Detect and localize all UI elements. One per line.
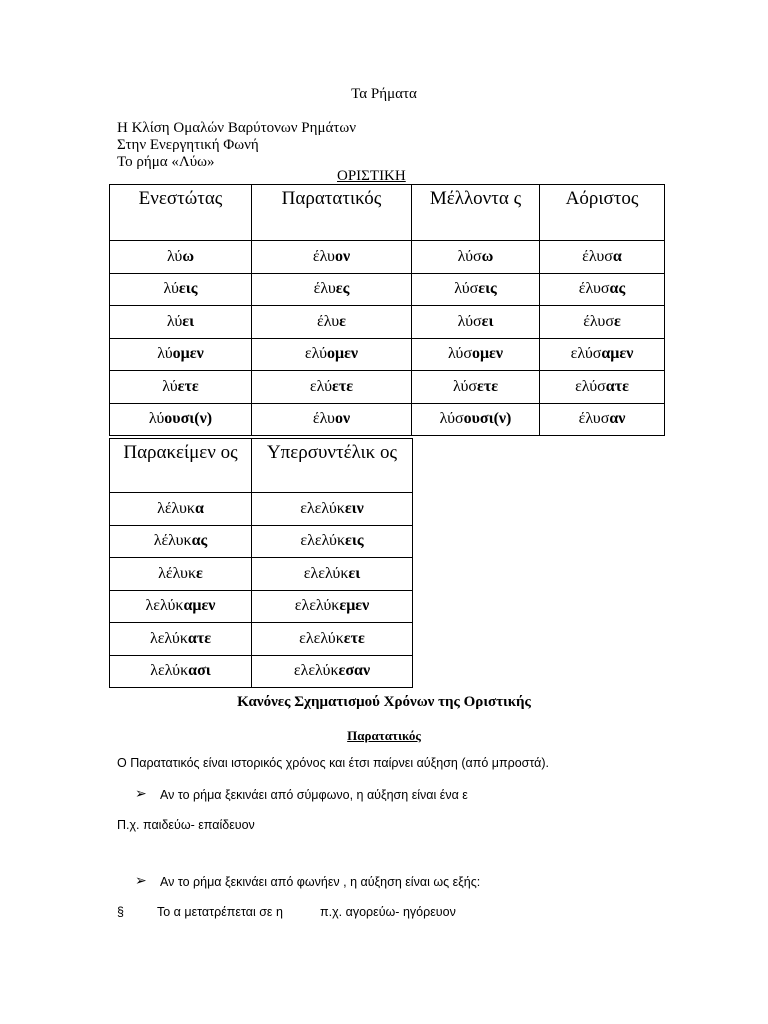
- verb-stem: λύ: [148, 410, 165, 428]
- verb-ending: ουσι(ν): [463, 410, 512, 428]
- table-cell: [412, 306, 540, 339]
- example-consonant: Π.χ. παιδεύω- επαίδευον: [117, 818, 255, 832]
- verb-stem: λύσ: [457, 312, 482, 330]
- column-header: Ενεστώτας: [110, 185, 252, 241]
- table-cell: [252, 338, 412, 371]
- mood-heading: ΟΡΙΣΤΙΚΗ: [337, 168, 406, 184]
- verb-stem: λύσ: [452, 377, 477, 395]
- verb-stem: ελελύκ: [303, 564, 349, 582]
- table-cell: [412, 241, 540, 274]
- verb-ending: ες: [335, 280, 350, 298]
- page-title: Τα Ρήματα: [351, 86, 417, 102]
- verb-ending: εις: [178, 280, 198, 298]
- table-cell: [110, 273, 252, 306]
- table-row: [110, 525, 413, 558]
- rules-heading: Κανόνες Σχηματισμού Χρόνων της Οριστικής: [237, 694, 531, 710]
- verb-ending: ε: [196, 564, 203, 582]
- table-cell: [252, 493, 413, 526]
- verb-stem: έλυσ: [578, 280, 610, 298]
- verb-ending: ας: [191, 532, 208, 550]
- verb-stem: λελύκ: [145, 597, 184, 615]
- table-cell: [252, 525, 413, 558]
- verb-ending: ομεν: [172, 345, 204, 363]
- verb-stem: ελελύκ: [293, 662, 339, 680]
- table-row: [110, 371, 665, 404]
- verb-stem: έλυσ: [582, 247, 613, 265]
- table-row: [110, 655, 413, 688]
- table-cell: [110, 338, 252, 371]
- verb-stem: λύ: [162, 377, 178, 395]
- table-cell: [110, 403, 252, 436]
- verb-ending: ει: [182, 312, 195, 330]
- intro-line-voice: Στην Ενεργητική Φωνή: [117, 137, 259, 153]
- verb-ending: ον: [334, 247, 351, 265]
- table-row: [110, 623, 413, 656]
- table-cell: [540, 273, 665, 306]
- table-cell: [540, 371, 665, 404]
- example-vowel: π.χ. αγορεύω- ηγόρευον: [320, 905, 456, 919]
- table-cell: [110, 623, 252, 656]
- verb-stem: λέλυκ: [153, 532, 192, 550]
- verb-ending: ατε: [605, 377, 629, 395]
- table-cell: [110, 306, 252, 339]
- verb-stem: λελύκ: [149, 629, 188, 647]
- table-row: [110, 306, 665, 339]
- verb-ending: ω: [481, 247, 494, 265]
- verb-ending: ετε: [177, 377, 199, 395]
- verb-ending: ετε: [476, 377, 499, 395]
- table-cell: [252, 558, 413, 591]
- verb-ending: ον: [334, 410, 351, 428]
- verb-stem: έλυσ: [583, 312, 614, 330]
- verb-ending: ας: [609, 280, 626, 298]
- intro-line-verb: Το ρήμα «Λύω»: [117, 154, 215, 170]
- table-cell: [412, 338, 540, 371]
- verb-ending: ασι: [188, 662, 211, 680]
- verb-ending: ομεν: [471, 345, 504, 363]
- table-row: [110, 338, 665, 371]
- verb-stem: έλυσ: [578, 410, 610, 428]
- verb-ending: ειν: [344, 499, 364, 517]
- column-header: Αόριστος: [540, 185, 665, 241]
- intro-line-declension: Η Κλίση Ομαλών Βαρύτονων Ρημάτων: [117, 120, 357, 136]
- verb-ending: α: [195, 499, 204, 517]
- verb-stem: έλυ: [312, 247, 335, 265]
- table-cell: [252, 403, 412, 436]
- column-header: Παρακείμεν ος: [110, 439, 252, 493]
- table-row: [110, 558, 413, 591]
- section-mark-icon: §: [117, 905, 124, 919]
- table-cell: [412, 371, 540, 404]
- imperfect-definition: Ο Παρατατικός είναι ιστορικός χρόνος και έτσι παίρνει αύξηση (από μπροστά).: [117, 756, 549, 770]
- verb-ending: ε: [339, 312, 346, 330]
- verb-ending: α: [612, 247, 622, 265]
- bullet-arrow-icon: ➢: [135, 787, 147, 802]
- table-cell: [252, 371, 412, 404]
- bullet-consonant-rule: Αν το ρήμα ξεκινάει από σύμφωνο, η αύξηση είναι ένα ε: [160, 788, 468, 802]
- verb-ending: ομεν: [327, 345, 359, 363]
- rule-alpha-to-eta: Το α μετατρέπεται σε η: [157, 905, 283, 919]
- table-cell: [412, 273, 540, 306]
- verb-stem: λύ: [163, 280, 179, 298]
- column-header: Μέλλοντα ς: [412, 185, 540, 241]
- verb-stem: λελύκ: [150, 662, 189, 680]
- verb-ending: εις: [478, 280, 497, 298]
- table-cell: [540, 306, 665, 339]
- table-cell: [110, 590, 252, 623]
- table-cell: [540, 338, 665, 371]
- table-cell: [540, 241, 665, 274]
- table-cell: [110, 655, 252, 688]
- verb-ending: αν: [609, 410, 626, 428]
- table-row: [110, 241, 665, 274]
- perfect-pluperfect-table: [109, 438, 413, 688]
- verb-ending: εις: [345, 532, 364, 550]
- verb-stem: λύσ: [457, 247, 482, 265]
- table-cell: [540, 403, 665, 436]
- verb-stem: λύ: [166, 312, 183, 330]
- table-cell: [110, 493, 252, 526]
- verb-stem: λύ: [166, 247, 183, 265]
- table-cell: [110, 371, 252, 404]
- imperfect-subheading: Παρατατικός: [347, 728, 421, 743]
- table-row: [110, 273, 665, 306]
- verb-stem: λέλυκ: [158, 564, 197, 582]
- verb-stem: ελύσ: [570, 345, 602, 363]
- table-row: [110, 403, 665, 436]
- table-cell: [252, 273, 412, 306]
- table-cell: [110, 558, 252, 591]
- header-row: [110, 439, 413, 493]
- verb-ending: ει: [481, 312, 494, 330]
- verb-ending: ε: [613, 312, 621, 330]
- table-cell: [412, 403, 540, 436]
- table-row: [110, 590, 413, 623]
- verb-ending: αμεν: [183, 597, 216, 615]
- verb-stem: λύσ: [454, 280, 479, 298]
- bullet-vowel-rule: Αν το ρήμα ξεκινάει από φωνήεν , η αύξηση είναι ως εξής:: [160, 875, 481, 889]
- header-row: [110, 185, 665, 241]
- verb-stem: λύ: [157, 345, 173, 363]
- table-cell: [110, 525, 252, 558]
- verb-ending: ουσι(ν): [164, 410, 213, 428]
- verb-ending: αμεν: [601, 345, 634, 363]
- verb-stem: λύσ: [439, 410, 464, 428]
- verb-stem: λέλυκ: [157, 499, 195, 517]
- table-cell: [252, 241, 412, 274]
- verb-ending: ετε: [332, 377, 354, 395]
- table-cell: [252, 306, 412, 339]
- bullet-arrow-icon: ➢: [135, 874, 147, 889]
- verb-stem: ελύσ: [575, 377, 606, 395]
- table-cell: [252, 590, 413, 623]
- verb-stem: έλυ: [317, 312, 340, 330]
- verb-stem: ελύ: [309, 377, 333, 395]
- verb-stem: ελελύκ: [300, 499, 345, 517]
- column-header: Υπερσυντέλικ ος: [252, 439, 413, 493]
- verb-stem: έλυ: [313, 280, 336, 298]
- table-cell: [252, 655, 413, 688]
- verb-ending: ει: [348, 564, 361, 582]
- verb-stem: ελύ: [304, 345, 328, 363]
- verb-stem: ελελύκ: [300, 532, 346, 550]
- indicative-main-table: [109, 184, 665, 436]
- verb-ending: ω: [182, 247, 195, 265]
- verb-stem: λύσ: [447, 345, 472, 363]
- table-row: [110, 493, 413, 526]
- verb-ending: εσαν: [338, 662, 371, 680]
- verb-ending: ατε: [187, 629, 212, 647]
- verb-stem: ελελύκ: [299, 629, 344, 647]
- verb-ending: εμεν: [339, 597, 370, 615]
- table-cell: [252, 623, 413, 656]
- verb-stem: ελελύκ: [294, 597, 340, 615]
- table-cell: [110, 241, 252, 274]
- column-header: Παρατατικός: [252, 185, 412, 241]
- verb-stem: έλυ: [312, 410, 335, 428]
- verb-ending: ετε: [343, 629, 365, 647]
